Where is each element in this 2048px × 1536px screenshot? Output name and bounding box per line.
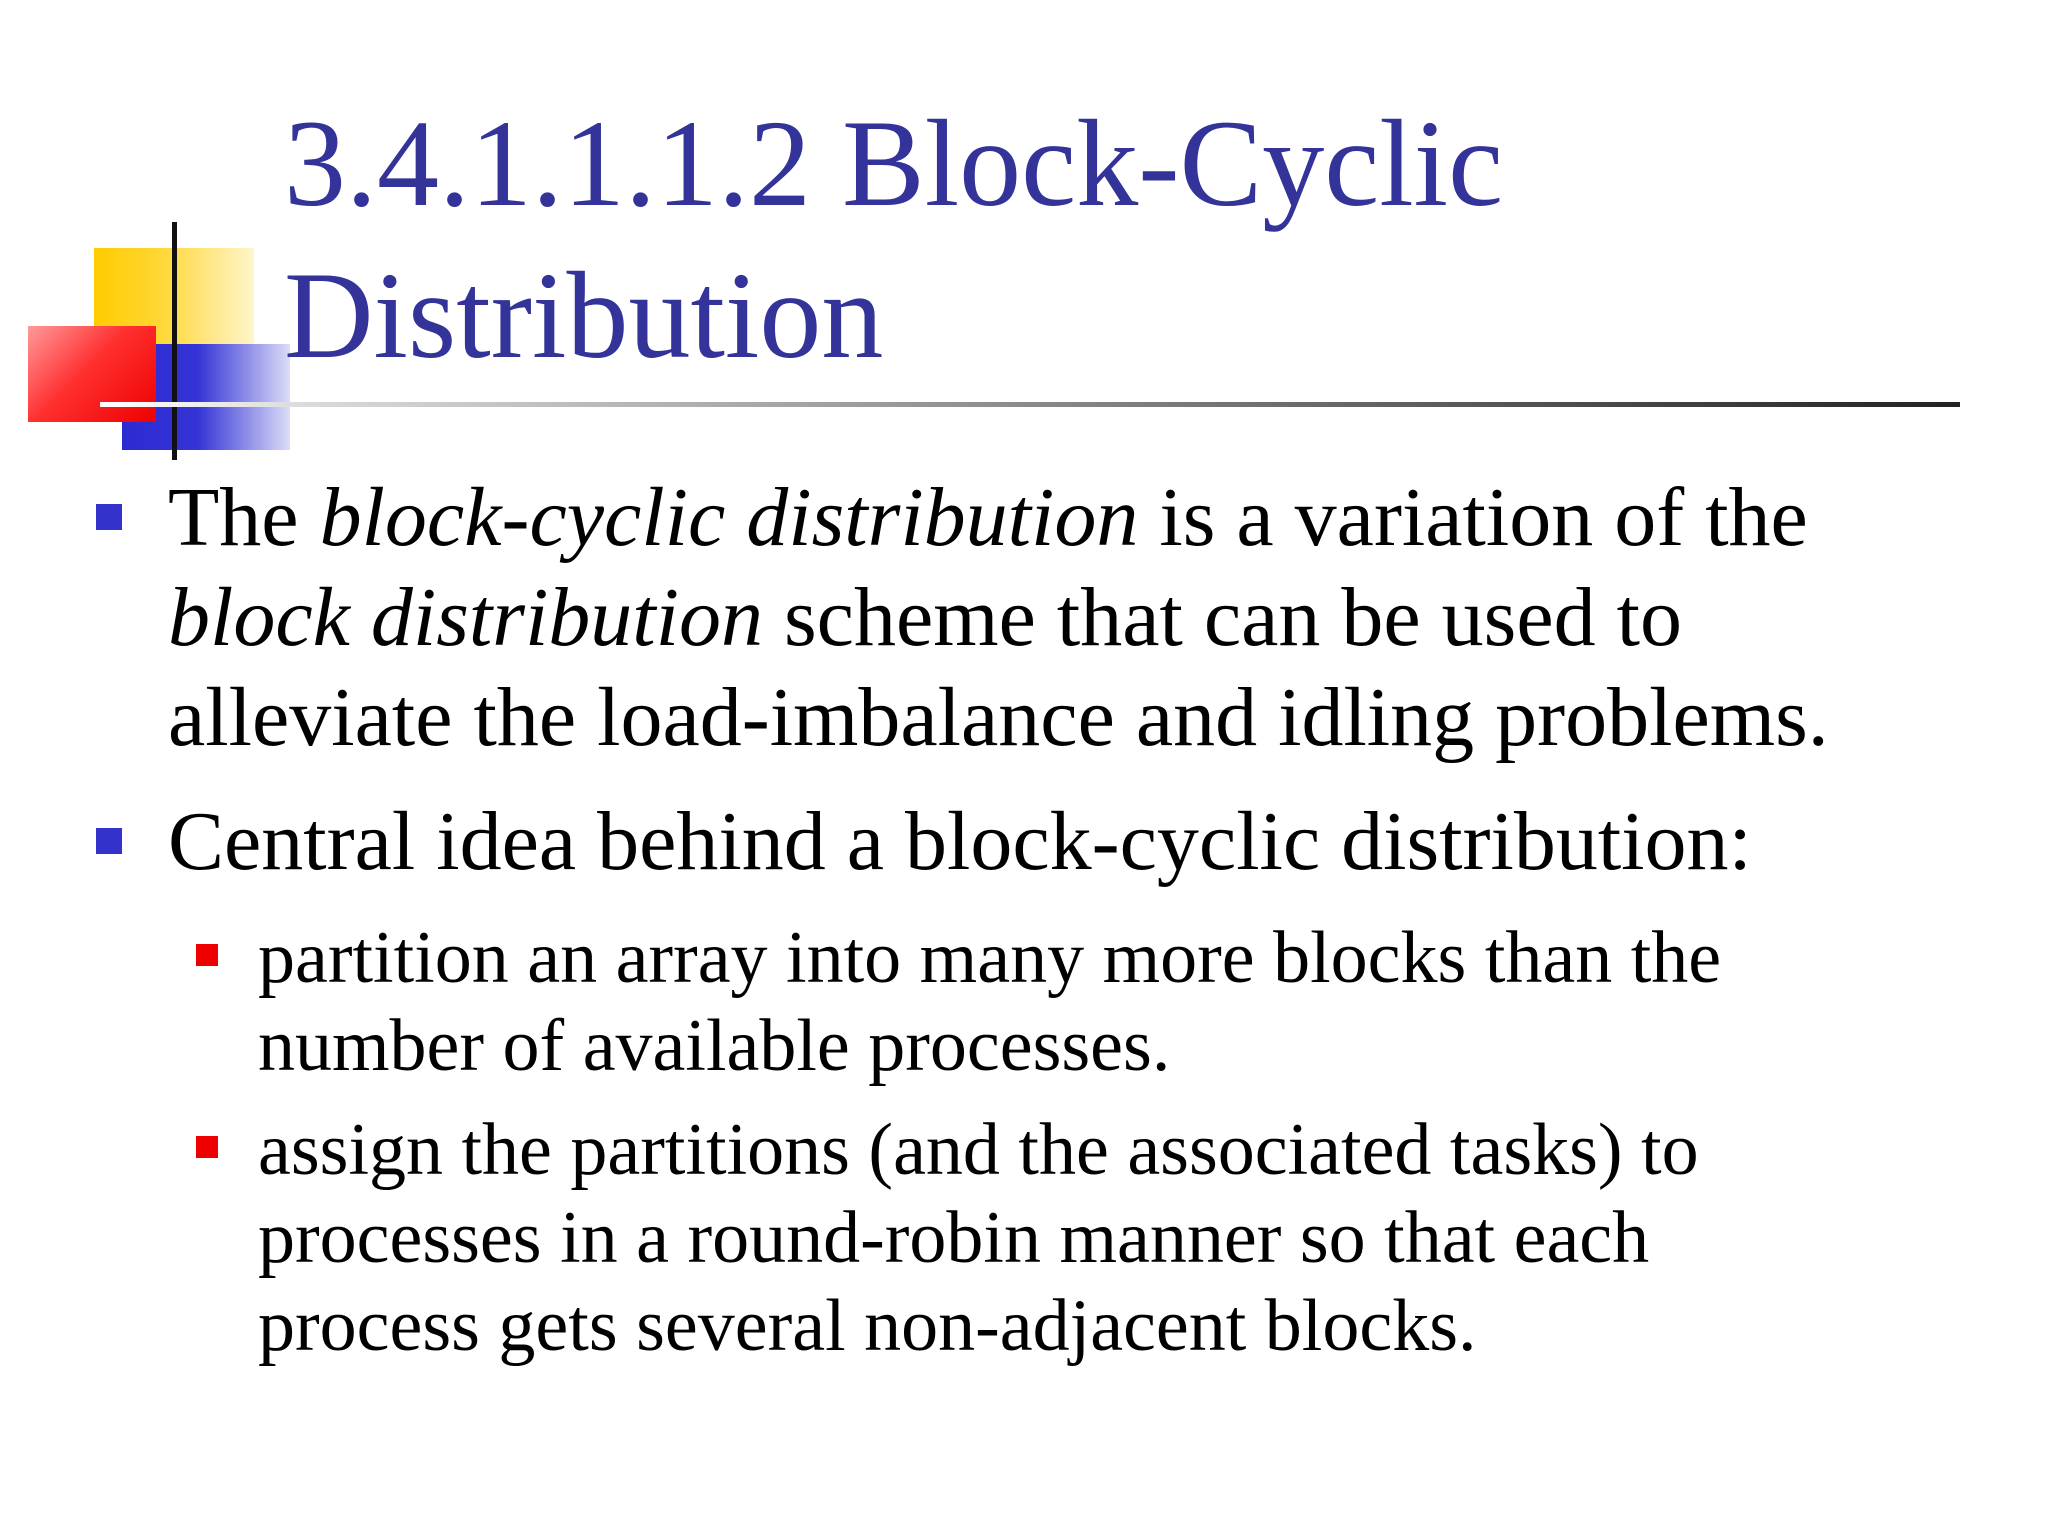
sub-bullet-item <box>258 1106 2018 1370</box>
slide-title <box>284 88 1984 392</box>
bullet-text: alleviate the load-imbalance and idling problems. <box>168 671 1829 764</box>
bullet-emphasis-text: block-cyclic distribution <box>319 471 1139 564</box>
bullet-line <box>168 668 2008 768</box>
bullet-line <box>168 568 2008 668</box>
sub-bullet-line: partition an array into many more blocks than the <box>258 917 1722 999</box>
bullet-text: Central idea behind a block-cyclic distribution: <box>168 795 1752 888</box>
decorative-red-square <box>28 326 156 422</box>
bullet-item <box>168 468 2008 768</box>
blue-square-bullet-icon <box>96 504 122 530</box>
title-underline <box>100 402 1960 407</box>
bullet-text: scheme that can be used to <box>762 571 1682 664</box>
bullet-line <box>168 792 2008 892</box>
slide-title-line-2: Distribution <box>284 247 884 384</box>
red-square-bullet-icon <box>196 944 218 966</box>
sub-bullet-line: number of available processes. <box>258 1005 1171 1087</box>
blue-square-bullet-icon <box>96 828 122 854</box>
sub-bullet-line: processes in a round-robin manner so that each <box>258 1197 1650 1279</box>
decorative-vertical-line <box>172 222 177 460</box>
bullet-text: The <box>168 471 320 564</box>
red-square-bullet-icon <box>196 1136 218 1158</box>
slide-title-line-1: 3.4.1.1.1.2 Block-Cyclic <box>284 95 1504 232</box>
bullet-item <box>168 792 2008 892</box>
sub-bullet-line: process gets several non-adjacent blocks. <box>258 1285 1477 1367</box>
bullet-text: is a variation of the <box>1138 471 1808 564</box>
bullet-emphasis-text: block distribution <box>168 571 763 664</box>
sub-bullet-line: assign the partitions (and the associated tasks) to <box>258 1109 1699 1191</box>
sub-bullet-item <box>258 914 2018 1090</box>
bullet-line <box>168 468 2008 568</box>
